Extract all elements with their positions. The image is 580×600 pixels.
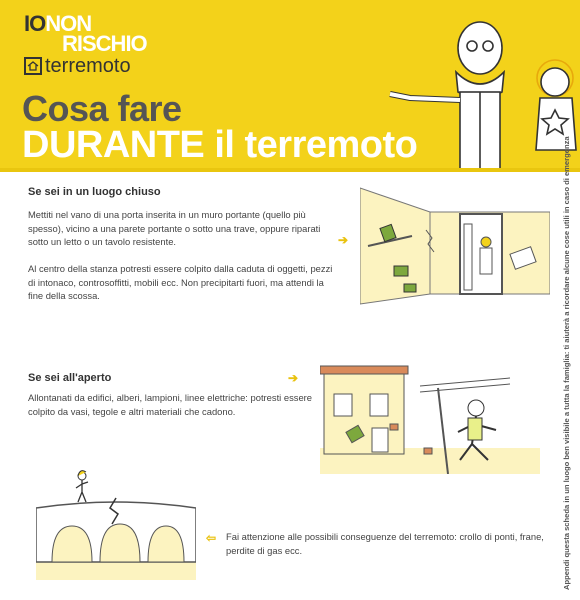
- section-consequences-text: Fai attenzione alle possibili conseguenze del terremoto: crollo di ponti, frane, perdite di gas ecc.: [226, 531, 544, 556]
- header-strip: [0, 168, 580, 172]
- logo: [24, 11, 147, 77]
- arrow-right-icon: ➔: [288, 371, 299, 385]
- section-title-indoor: Se sei in un luogo chiuso: [28, 186, 161, 198]
- arrow-left-icon: ⇦: [206, 531, 217, 545]
- section-indoor-text-2: Al centro della stanza potresti essere colpito dalla caduta di oggetti, pezzi di intonaco, controsoffitti, mobili ecc. Non precipitarti fuori, ma attendi la fine della scossa.: [28, 263, 333, 301]
- logo-line1: IONON: [24, 11, 92, 36]
- logo-line2: RISCHIO: [62, 31, 147, 56]
- section-outdoor-text: Allontanati da edifici, alberi, lampioni, linee elettriche: potresti essere colpito da vasi, tegole e altri materiali che cadono.: [28, 392, 313, 417]
- logo-terremoto: terremoto: [45, 55, 131, 77]
- header-banner: [0, 0, 580, 168]
- page-title-line2: DURANTE il terremoto: [22, 124, 418, 166]
- outdoor-illustration: [320, 364, 540, 474]
- arrow-right-icon: ➔: [338, 233, 349, 247]
- characters-illustration: [380, 0, 580, 168]
- page-title-line1: Cosa fare: [22, 88, 182, 129]
- house-icon: [24, 57, 42, 75]
- sidebar-note: Appendi questa scheda in un luogo ben visibile a tutta la famiglia: ti aiuterà a ricordare alcune cose utili in caso di emergenza: [562, 136, 571, 590]
- section-indoor-text-1: Mettiti nel vano di una porta inserita in un muro portante (quello più spesso), vicino a una parete portante o sotto una trave, oppure riparati sotto un letto o un tavolo resistente.: [28, 209, 321, 247]
- bridge-illustration: [36, 462, 196, 580]
- indoor-illustration: [360, 184, 550, 306]
- section-title-outdoor: Se sei all'aperto: [28, 372, 112, 384]
